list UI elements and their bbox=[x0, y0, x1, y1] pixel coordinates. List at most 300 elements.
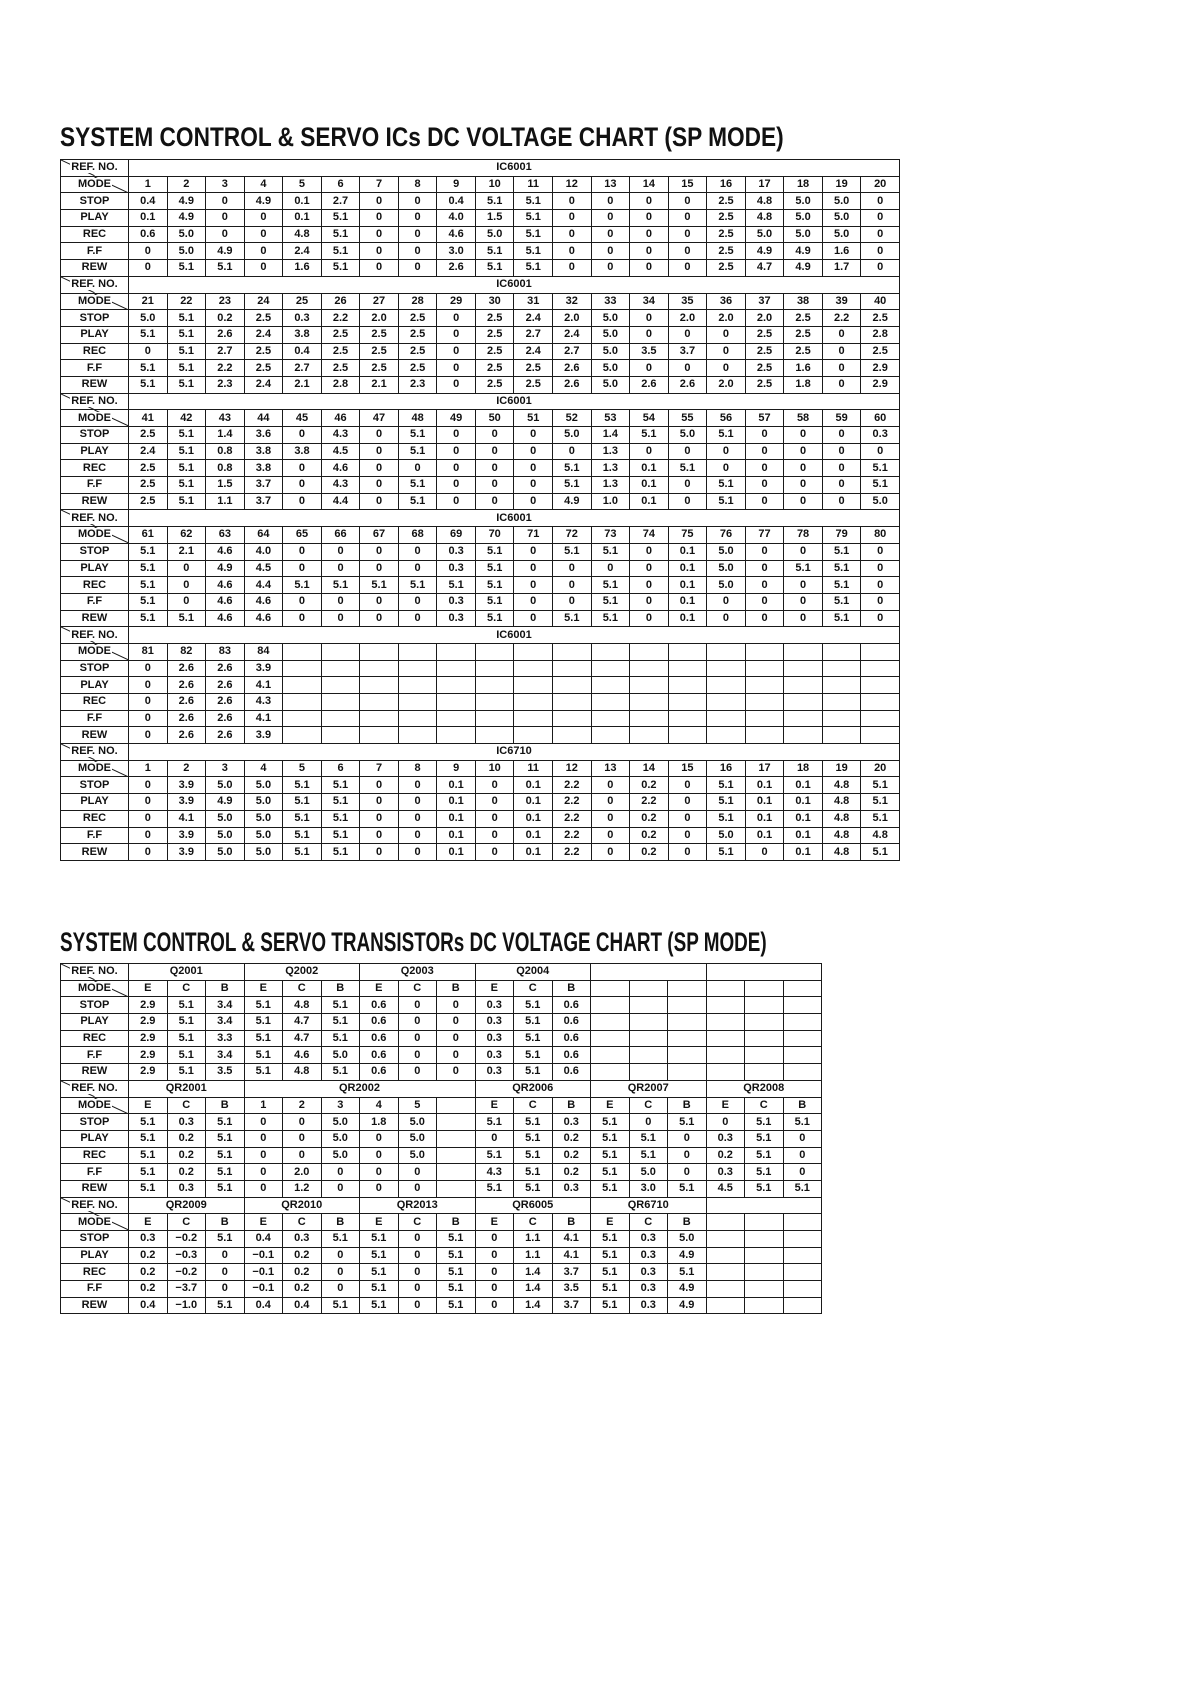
voltage-cell: 4.8 bbox=[822, 777, 861, 794]
voltage-cell: 0.1 bbox=[129, 210, 168, 227]
voltage-cell: 1.4 bbox=[514, 1281, 553, 1298]
voltage-cell: 0 bbox=[129, 794, 168, 811]
voltage-cell: 0.3 bbox=[629, 1231, 668, 1248]
voltage-cell: 0 bbox=[437, 460, 476, 477]
voltage-cell: 4.6 bbox=[283, 1047, 322, 1064]
pin-number-cell: 14 bbox=[630, 760, 669, 777]
voltage-cell: 5.1 bbox=[167, 376, 206, 393]
voltage-cell: 0 bbox=[475, 827, 514, 844]
empty-cell bbox=[745, 1297, 784, 1314]
empty-cell bbox=[861, 643, 900, 660]
voltage-cell: 1.4 bbox=[591, 427, 630, 444]
ic-ref-row bbox=[61, 627, 900, 644]
voltage-cell: 2.0 bbox=[360, 310, 399, 327]
empty-cell bbox=[783, 1014, 822, 1031]
pin-name-cell: B bbox=[206, 1097, 245, 1114]
voltage-cell: 2.5 bbox=[244, 310, 283, 327]
voltage-cell: 5.0 bbox=[129, 310, 168, 327]
pin-number-cell: 48 bbox=[398, 410, 437, 427]
pin-number-cell: 2 bbox=[167, 176, 206, 193]
voltage-cell: 0.1 bbox=[630, 460, 669, 477]
voltage-cell: 0 bbox=[706, 1114, 745, 1131]
empty-cell bbox=[398, 727, 437, 744]
voltage-cell: 5.1 bbox=[591, 1180, 630, 1197]
voltage-cell: 4.8 bbox=[283, 997, 322, 1014]
ic-ref-row bbox=[61, 510, 900, 527]
pin-number-cell: 1 bbox=[129, 176, 168, 193]
pin-number-cell: 55 bbox=[668, 410, 707, 427]
voltage-cell: 0 bbox=[630, 543, 669, 560]
voltage-cell: 5.1 bbox=[707, 493, 746, 510]
transistor-mode-row-play bbox=[61, 1130, 822, 1147]
voltage-cell: 2.2 bbox=[206, 360, 245, 377]
ic-pin-row bbox=[61, 176, 900, 193]
voltage-cell: 2.5 bbox=[360, 343, 399, 360]
voltage-cell: 0 bbox=[783, 1130, 822, 1147]
voltage-cell: 0.1 bbox=[514, 844, 553, 861]
pin-number-cell: 83 bbox=[206, 643, 245, 660]
voltage-cell: 2.4 bbox=[244, 376, 283, 393]
voltage-cell: 5.1 bbox=[707, 427, 746, 444]
voltage-cell: 5.1 bbox=[360, 1281, 399, 1298]
empty-cell bbox=[822, 660, 861, 677]
empty-cell bbox=[668, 694, 707, 711]
voltage-cell: 2.0 bbox=[283, 1164, 322, 1181]
empty-cell bbox=[437, 727, 476, 744]
pin-number-cell: 63 bbox=[206, 527, 245, 544]
voltage-cell: 0 bbox=[707, 460, 746, 477]
voltage-cell: 1.0 bbox=[591, 493, 630, 510]
voltage-cell: 0 bbox=[475, 1231, 514, 1248]
empty-cell bbox=[630, 727, 669, 744]
voltage-cell: 5.1 bbox=[398, 443, 437, 460]
voltage-cell: 5.0 bbox=[629, 1164, 668, 1181]
mode-label: MODE bbox=[78, 528, 111, 541]
transistor-ref-cell: QR2010 bbox=[244, 1197, 360, 1214]
voltage-cell: 0 bbox=[668, 360, 707, 377]
voltage-cell: 5.1 bbox=[514, 1114, 553, 1131]
pin-name-cell: B bbox=[206, 980, 245, 997]
voltage-cell: 0 bbox=[668, 477, 707, 494]
mode-label: MODE bbox=[78, 1098, 111, 1111]
voltage-cell: 0.2 bbox=[129, 1264, 168, 1281]
pin-number-cell: 49 bbox=[437, 410, 476, 427]
pin-number-cell: 38 bbox=[784, 293, 823, 310]
voltage-cell: 4.0 bbox=[437, 210, 476, 227]
voltage-cell: 5.0 bbox=[167, 243, 206, 260]
transistor-pin-row bbox=[61, 1214, 822, 1231]
pin-number-cell: 46 bbox=[321, 410, 360, 427]
voltage-cell: 5.1 bbox=[321, 1030, 360, 1047]
voltage-cell: 0 bbox=[630, 560, 669, 577]
empty-cell bbox=[591, 980, 630, 997]
voltage-cell: 0 bbox=[591, 560, 630, 577]
pin-number-cell: 3 bbox=[206, 176, 245, 193]
voltage-cell: 2.6 bbox=[167, 677, 206, 694]
voltage-cell: 2.5 bbox=[745, 376, 784, 393]
voltage-cell: 5.1 bbox=[129, 326, 168, 343]
voltage-cell: 2.0 bbox=[553, 310, 592, 327]
voltage-cell: 0 bbox=[437, 1030, 476, 1047]
empty-cell bbox=[745, 643, 784, 660]
voltage-cell: 3.9 bbox=[167, 777, 206, 794]
mode-name-cell: REC bbox=[61, 694, 129, 711]
voltage-cell: 5.1 bbox=[167, 360, 206, 377]
ref-no-label: REF. NO. bbox=[71, 1082, 118, 1095]
voltage-cell: 0 bbox=[398, 1030, 437, 1047]
voltage-cell: 2.7 bbox=[553, 343, 592, 360]
voltage-cell: 4.6 bbox=[244, 593, 283, 610]
voltage-cell: 0 bbox=[745, 844, 784, 861]
pin-number-cell: 5 bbox=[283, 760, 322, 777]
voltage-cell: 0 bbox=[283, 543, 322, 560]
voltage-cell: 0.1 bbox=[784, 810, 823, 827]
empty-cell bbox=[591, 710, 630, 727]
transistor-ref-cell: QR2006 bbox=[475, 1080, 591, 1097]
pin-number-cell: 41 bbox=[129, 410, 168, 427]
pin-number-cell: 14 bbox=[630, 176, 669, 193]
voltage-cell: 1.1 bbox=[514, 1231, 553, 1248]
empty-cell bbox=[861, 677, 900, 694]
voltage-cell: 0 bbox=[360, 427, 399, 444]
ref-no-label: REF. NO. bbox=[71, 161, 118, 174]
voltage-cell: 0 bbox=[129, 827, 168, 844]
voltage-cell: 5.1 bbox=[206, 260, 245, 277]
pin-number-cell: 76 bbox=[707, 527, 746, 544]
voltage-cell: 2.6 bbox=[206, 326, 245, 343]
pin-name-cell: E bbox=[244, 980, 283, 997]
voltage-cell: 0 bbox=[591, 827, 630, 844]
voltage-cell: 5.1 bbox=[167, 443, 206, 460]
voltage-cell: 0 bbox=[129, 710, 168, 727]
empty-cell bbox=[668, 1064, 707, 1081]
transistor-chart-title: SYSTEM CONTROL & SERVO TRANSISTORs DC VOLTAGE CHART (SP MODE) bbox=[60, 927, 767, 957]
ic-ref-cell: IC6001 bbox=[129, 276, 900, 293]
empty-cell bbox=[706, 1214, 745, 1231]
voltage-cell: 0.1 bbox=[630, 493, 669, 510]
pin-number-cell: 10 bbox=[475, 760, 514, 777]
voltage-cell: 2.6 bbox=[668, 376, 707, 393]
mode-label: MODE bbox=[78, 294, 111, 307]
voltage-cell: 5.1 bbox=[206, 1297, 245, 1314]
empty-cell bbox=[822, 710, 861, 727]
empty-cell bbox=[475, 727, 514, 744]
voltage-cell: 0 bbox=[822, 477, 861, 494]
voltage-cell: 2.7 bbox=[283, 360, 322, 377]
voltage-cell: 0 bbox=[707, 443, 746, 460]
voltage-cell: 0.1 bbox=[668, 593, 707, 610]
voltage-cell: 5.1 bbox=[629, 1130, 668, 1147]
voltage-cell: 4.9 bbox=[167, 193, 206, 210]
voltage-cell: 5.0 bbox=[822, 193, 861, 210]
empty-cell bbox=[745, 694, 784, 711]
voltage-cell: 0 bbox=[745, 577, 784, 594]
pin-number-cell: 69 bbox=[437, 527, 476, 544]
voltage-cell: 0 bbox=[398, 1297, 437, 1314]
voltage-cell: 2.5 bbox=[475, 376, 514, 393]
ref-no-label-cell bbox=[61, 393, 129, 410]
voltage-cell: 0 bbox=[398, 210, 437, 227]
voltage-cell: 0 bbox=[398, 997, 437, 1014]
voltage-cell: 0 bbox=[861, 560, 900, 577]
voltage-cell: 3.8 bbox=[283, 443, 322, 460]
voltage-cell: 0.1 bbox=[784, 844, 823, 861]
voltage-cell: 5.1 bbox=[283, 577, 322, 594]
voltage-cell: 5.0 bbox=[668, 1231, 707, 1248]
empty-cell bbox=[630, 710, 669, 727]
voltage-cell: 0 bbox=[398, 243, 437, 260]
voltage-cell: 0 bbox=[206, 210, 245, 227]
voltage-cell: 0.1 bbox=[784, 777, 823, 794]
empty-cell bbox=[475, 643, 514, 660]
voltage-cell: 0 bbox=[398, 1180, 437, 1197]
voltage-cell: 0 bbox=[475, 1297, 514, 1314]
voltage-cell: 4.9 bbox=[784, 260, 823, 277]
pin-number-cell: 52 bbox=[553, 410, 592, 427]
voltage-cell: 5.1 bbox=[321, 1014, 360, 1031]
pin-number-cell: 29 bbox=[437, 293, 476, 310]
voltage-cell: 4.8 bbox=[822, 794, 861, 811]
transistor-ref-cell: QR2002 bbox=[244, 1080, 475, 1097]
empty-cell bbox=[861, 694, 900, 711]
empty-cell bbox=[784, 694, 823, 711]
voltage-cell bbox=[437, 1147, 476, 1164]
mode-name-cell: F.F bbox=[61, 593, 129, 610]
pin-number-cell: 10 bbox=[475, 176, 514, 193]
pin-number-cell: 37 bbox=[745, 293, 784, 310]
voltage-cell: 0 bbox=[437, 477, 476, 494]
voltage-cell: 0.1 bbox=[745, 794, 784, 811]
voltage-cell: 2.4 bbox=[514, 343, 553, 360]
transistor-ref-cell: Q2002 bbox=[244, 964, 360, 981]
voltage-cell: 4.7 bbox=[283, 1014, 322, 1031]
voltage-cell: 0 bbox=[321, 610, 360, 627]
pin-number-cell: 44 bbox=[244, 410, 283, 427]
ic-ref-cell: IC6001 bbox=[129, 627, 900, 644]
empty-cell bbox=[591, 1030, 630, 1047]
voltage-cell: 5.1 bbox=[591, 610, 630, 627]
voltage-cell: 0 bbox=[360, 543, 399, 560]
voltage-cell: 5.0 bbox=[206, 827, 245, 844]
voltage-cell: 0 bbox=[668, 777, 707, 794]
voltage-cell: 0.8 bbox=[206, 443, 245, 460]
pin-number-cell: 2 bbox=[167, 760, 206, 777]
empty-cell bbox=[514, 660, 553, 677]
voltage-cell: 0 bbox=[707, 360, 746, 377]
voltage-cell: 0 bbox=[129, 260, 168, 277]
voltage-cell: 4.5 bbox=[244, 560, 283, 577]
voltage-cell: 5.1 bbox=[514, 1014, 553, 1031]
empty-cell bbox=[745, 1231, 784, 1248]
pin-name-cell: C bbox=[514, 1097, 553, 1114]
voltage-cell: 3.9 bbox=[167, 794, 206, 811]
voltage-cell: 5.1 bbox=[861, 794, 900, 811]
voltage-cell: 4.9 bbox=[244, 193, 283, 210]
voltage-cell: 0 bbox=[514, 477, 553, 494]
voltage-cell: 0.1 bbox=[514, 777, 553, 794]
voltage-cell: 2.1 bbox=[360, 376, 399, 393]
transistor-ref-cell: QR2009 bbox=[129, 1197, 245, 1214]
voltage-cell: 1.6 bbox=[283, 260, 322, 277]
pin-number-cell: 20 bbox=[861, 760, 900, 777]
voltage-cell: 0 bbox=[745, 610, 784, 627]
pin-number-cell: 12 bbox=[553, 760, 592, 777]
voltage-cell bbox=[437, 1114, 476, 1131]
ic-mode-row-rew bbox=[61, 260, 900, 277]
voltage-cell: 5.1 bbox=[129, 1147, 168, 1164]
voltage-cell: 5.0 bbox=[398, 1114, 437, 1131]
ref-no-label-cell bbox=[61, 627, 129, 644]
pin-number-cell: 11 bbox=[514, 760, 553, 777]
mode-name-cell: STOP bbox=[61, 777, 129, 794]
empty-cell bbox=[706, 1064, 745, 1081]
pin-name-cell: C bbox=[745, 1097, 784, 1114]
voltage-cell: 0 bbox=[475, 443, 514, 460]
pin-number-cell: 82 bbox=[167, 643, 206, 660]
voltage-cell: 2.5 bbox=[861, 310, 900, 327]
voltage-cell: 1.8 bbox=[784, 376, 823, 393]
pin-number-cell: 36 bbox=[707, 293, 746, 310]
transistor-ref-row bbox=[61, 1080, 822, 1097]
mode-name-cell: REC bbox=[61, 1030, 129, 1047]
voltage-cell: 2.6 bbox=[553, 360, 592, 377]
voltage-cell: 0 bbox=[283, 593, 322, 610]
voltage-cell: 0.1 bbox=[745, 827, 784, 844]
mode-name-cell: STOP bbox=[61, 543, 129, 560]
empty-cell bbox=[630, 660, 669, 677]
voltage-cell: 5.1 bbox=[553, 543, 592, 560]
pin-name-cell: B bbox=[552, 1214, 591, 1231]
voltage-cell: 2.1 bbox=[167, 543, 206, 560]
mode-header-label-cell bbox=[61, 410, 129, 427]
voltage-cell: 0 bbox=[861, 577, 900, 594]
voltage-cell: 3.7 bbox=[244, 493, 283, 510]
mode-name-cell: REW bbox=[61, 1180, 129, 1197]
empty-cell bbox=[745, 1030, 784, 1047]
pin-number-cell: 33 bbox=[591, 293, 630, 310]
voltage-cell: 3.4 bbox=[206, 1014, 245, 1031]
voltage-cell: 5.1 bbox=[167, 997, 206, 1014]
voltage-cell: 2.0 bbox=[745, 310, 784, 327]
empty-cell bbox=[707, 727, 746, 744]
mode-name-cell: PLAY bbox=[61, 794, 129, 811]
empty-cell bbox=[283, 660, 322, 677]
voltage-cell: 0.1 bbox=[784, 827, 823, 844]
voltage-cell: 0 bbox=[630, 193, 669, 210]
voltage-cell: 4.9 bbox=[206, 243, 245, 260]
mode-name-cell: STOP bbox=[61, 660, 129, 677]
voltage-cell: 0 bbox=[360, 226, 399, 243]
voltage-cell: 5.1 bbox=[321, 260, 360, 277]
voltage-cell: 5.1 bbox=[668, 1264, 707, 1281]
mode-name-cell: REC bbox=[61, 577, 129, 594]
empty-cell bbox=[784, 710, 823, 727]
voltage-cell: 0.1 bbox=[437, 827, 476, 844]
voltage-cell: 3.0 bbox=[629, 1180, 668, 1197]
voltage-cell: 4.3 bbox=[321, 427, 360, 444]
voltage-cell: 0 bbox=[629, 1114, 668, 1131]
voltage-cell: 5.1 bbox=[206, 1114, 245, 1131]
voltage-cell: 5.1 bbox=[514, 997, 553, 1014]
empty-cell bbox=[707, 694, 746, 711]
voltage-cell: 0.1 bbox=[668, 543, 707, 560]
voltage-cell: 4.4 bbox=[321, 493, 360, 510]
empty-cell bbox=[553, 643, 592, 660]
voltage-cell: 0.1 bbox=[437, 810, 476, 827]
pin-number-cell: 74 bbox=[630, 527, 669, 544]
voltage-cell: 1.3 bbox=[591, 443, 630, 460]
empty-cell bbox=[706, 997, 745, 1014]
voltage-cell: 0 bbox=[822, 376, 861, 393]
pin-number-cell: 78 bbox=[784, 527, 823, 544]
empty-cell bbox=[822, 643, 861, 660]
transistor-mode-row-stop bbox=[61, 1231, 822, 1248]
empty-cell bbox=[321, 710, 360, 727]
voltage-cell: 1.2 bbox=[283, 1180, 322, 1197]
voltage-cell: 5.1 bbox=[475, 560, 514, 577]
mode-header-label-cell bbox=[61, 760, 129, 777]
voltage-cell: 0 bbox=[244, 243, 283, 260]
voltage-cell: 0.3 bbox=[629, 1264, 668, 1281]
voltage-cell: −0.2 bbox=[167, 1231, 206, 1248]
voltage-cell: 5.1 bbox=[553, 610, 592, 627]
voltage-cell: 5.1 bbox=[321, 1064, 360, 1081]
voltage-cell: 2.5 bbox=[707, 243, 746, 260]
voltage-cell: 5.1 bbox=[514, 1164, 553, 1181]
voltage-cell: 0.1 bbox=[784, 794, 823, 811]
empty-cell bbox=[591, 1014, 630, 1031]
voltage-cell: 5.1 bbox=[822, 543, 861, 560]
voltage-cell: 4.1 bbox=[244, 677, 283, 694]
voltage-cell: 2.5 bbox=[129, 427, 168, 444]
voltage-cell: 0 bbox=[398, 260, 437, 277]
voltage-cell: 0.3 bbox=[475, 1030, 514, 1047]
voltage-cell: 5.1 bbox=[321, 997, 360, 1014]
voltage-cell: 0 bbox=[437, 1047, 476, 1064]
voltage-cell: 4.9 bbox=[745, 243, 784, 260]
voltage-cell: 2.5 bbox=[745, 326, 784, 343]
ic-mode-row-rew bbox=[61, 376, 900, 393]
voltage-cell: 0 bbox=[668, 443, 707, 460]
voltage-cell: 0.1 bbox=[514, 827, 553, 844]
voltage-cell: 0 bbox=[553, 560, 592, 577]
voltage-cell: 0.1 bbox=[437, 844, 476, 861]
ref-no-label: REF. NO. bbox=[71, 394, 118, 407]
empty-cell bbox=[283, 643, 322, 660]
pin-number-cell: 40 bbox=[861, 293, 900, 310]
empty-cell bbox=[668, 997, 707, 1014]
voltage-cell: 4.1 bbox=[552, 1247, 591, 1264]
voltage-cell: 0.2 bbox=[630, 827, 669, 844]
voltage-cell: 0 bbox=[745, 477, 784, 494]
voltage-cell: 3.7 bbox=[668, 343, 707, 360]
voltage-cell: 4.1 bbox=[552, 1231, 591, 1248]
voltage-cell: −0.1 bbox=[244, 1281, 283, 1298]
voltage-cell: 0.6 bbox=[360, 1064, 399, 1081]
voltage-cell: 5.1 bbox=[129, 1114, 168, 1131]
voltage-cell: 5.1 bbox=[360, 577, 399, 594]
voltage-cell: 2.5 bbox=[784, 343, 823, 360]
pin-name-cell: 5 bbox=[398, 1097, 437, 1114]
voltage-cell: 1.3 bbox=[591, 460, 630, 477]
empty-cell bbox=[283, 727, 322, 744]
voltage-cell: 0 bbox=[437, 427, 476, 444]
empty-cell bbox=[745, 1281, 784, 1298]
voltage-cell: 0 bbox=[745, 560, 784, 577]
voltage-cell: 4.9 bbox=[206, 560, 245, 577]
empty-cell bbox=[321, 677, 360, 694]
pin-number-cell: 8 bbox=[398, 176, 437, 193]
